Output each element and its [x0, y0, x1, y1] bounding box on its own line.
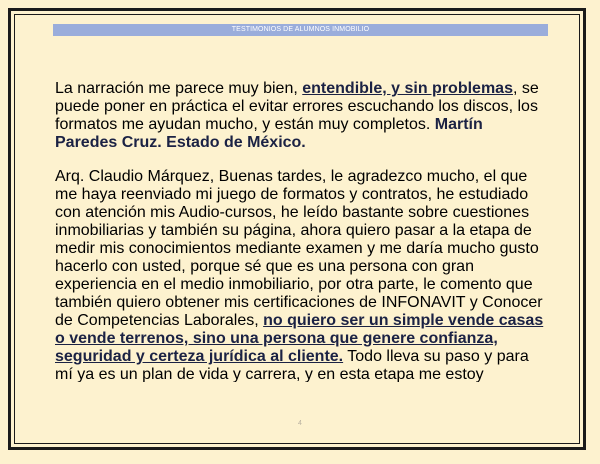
testimonial-2-highlight: no quiero ser un simple vende casas o vende terrenos, sino una persona que genere confianza, seguridad y certeza jurídica al cliente. — [55, 312, 544, 365]
testimonial-2-text-b: Todo lleva su paso y para mí ya es un plan de vida y carrera, y en esta etapa me estoy — [55, 348, 529, 382]
document-body — [55, 64, 548, 382]
testimonial-2-text-a: Arq. Claudio Márquez, Buenas tardes, le agradezco mucho, el que me haya reenviado mi juego de formatos y contratos, he estudiado con atención mis Audio-cursos, he leído bastante sobre cuestiones inmobiliarias y también su página, ahora quiero pasar a la etapa de medir mis conocimientos mediante examen y me daría mucho gusto hacerlo con usted, porque sé que es una persona con gran experiencia en el medio inmobiliario, por otra parte, le comento que también quiero obtener mis certificaciones de INFONAVIT y Conocer de Competencias Laborales, — [55, 168, 543, 329]
page-number: 4 — [298, 420, 302, 427]
header-bar — [53, 24, 548, 36]
testimonial-1-author: Martín Paredes Cruz. Estado de México. — [55, 116, 483, 151]
testimonial-1-text-a: La narración me parece muy bien, — [55, 80, 303, 97]
header-title: TESTIMONIOS DE ALUMNOS INMOBILIO — [231, 26, 370, 33]
testimonial-paragraph-2 — [55, 168, 548, 382]
testimonial-1-text-b: , se puede poner en práctica el evitar errores escuchando los discos, los formatos me ayudan mucho, y están muy completos. — [55, 80, 539, 133]
testimonial-paragraph-1 — [55, 80, 548, 152]
testimonial-1-highlight: entendible, y sin problemas — [302, 80, 513, 97]
